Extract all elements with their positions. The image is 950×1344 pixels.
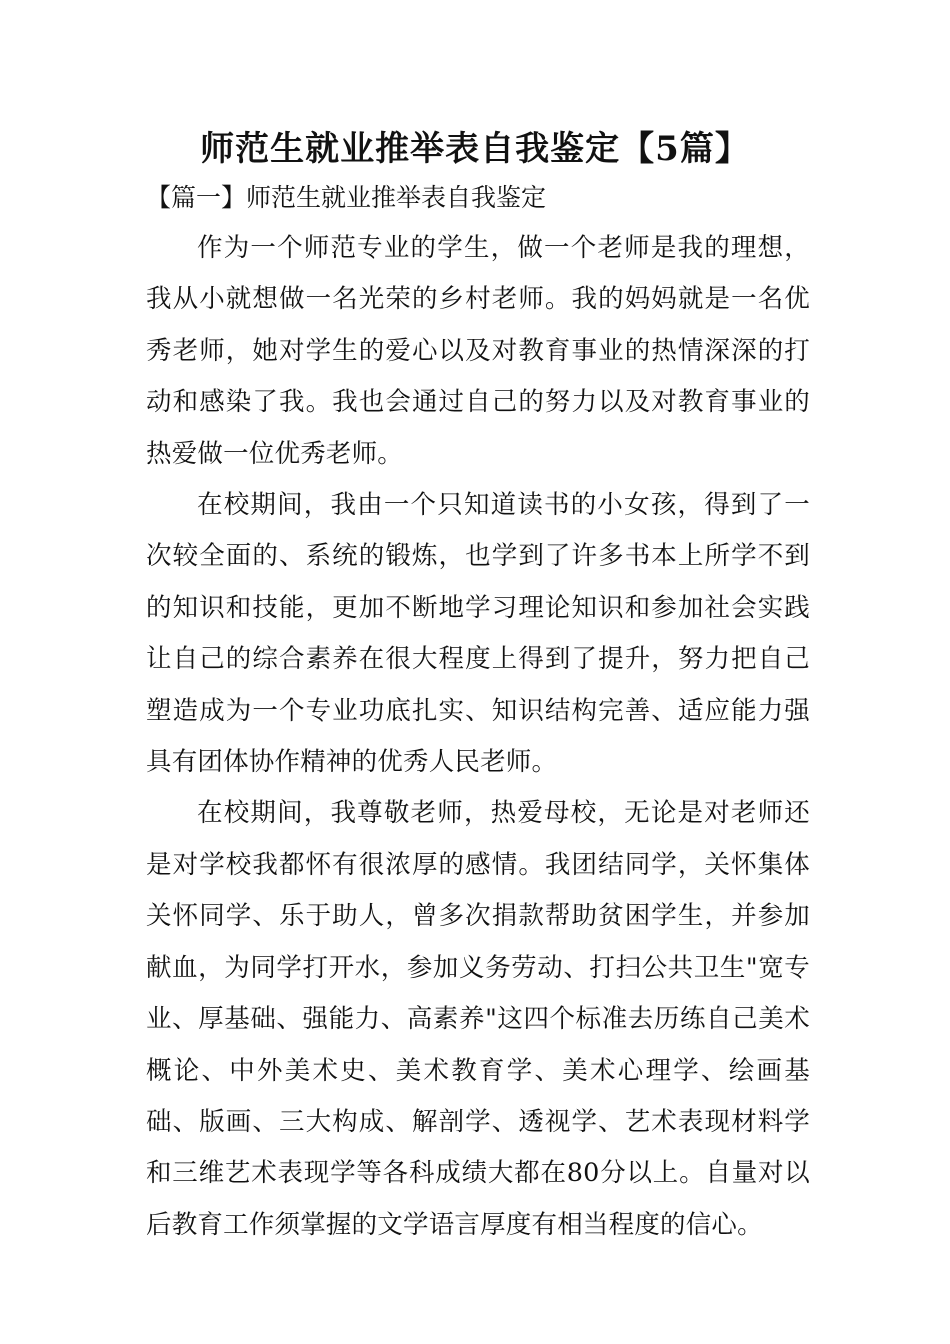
document-body: [146, 223, 810, 1251]
document-title: 师范生就业推举表自我鉴定【5篇】: [200, 129, 750, 169]
paragraph-2: 在校期间，我由一个只知道读书的小女孩，得到了一次较全面的、系统的锻炼，也学到了许多书本上所学不到的知识和技能，更加不断地学习理论知识和参加社会实践让自己的综合素养在很大程度上得到了提升，努力把自己塑造成为一个专业功底扎实、知识结构完善、适应能力强具有团体协作精神的优秀人民老师。: [146, 490, 810, 778]
section-heading: 【篇一】师范生就业推举表自我鉴定: [146, 183, 547, 212]
paragraph-3: 在校期间，我尊敬老师，热爱母校，无论是对老师还是对学校我都怀有很浓厚的感情。我团结同学，关怀集体关怀同学、乐于助人，曾多次捐款帮助贫困学生，并参加献血，为同学打开水，参加义务劳动、打扫公共卫生"宽专业、厚基础、强能力、高素养"这四个标准去历练自己美术概论、中外美术史、美术教育学、美术心理学、绘画基础、版画、三大构成、解剖学、透视学、艺术表现材料学和三维艺术表现学等各科成绩大都在80分以上。自量对以后教育工作须掌握的文学语言厚度有相当程度的信心。: [146, 798, 810, 1240]
paragraph-1: 作为一个师范专业的学生，做一个老师是我的理想，我从小就想做一名光荣的乡村老师。我的妈妈就是一名优秀老师，她对学生的爱心以及对教育事业的热情深深的打动和感染了我。我也会通过自己的努力以及对教育事业的热爱做一位优秀老师。: [146, 233, 810, 469]
